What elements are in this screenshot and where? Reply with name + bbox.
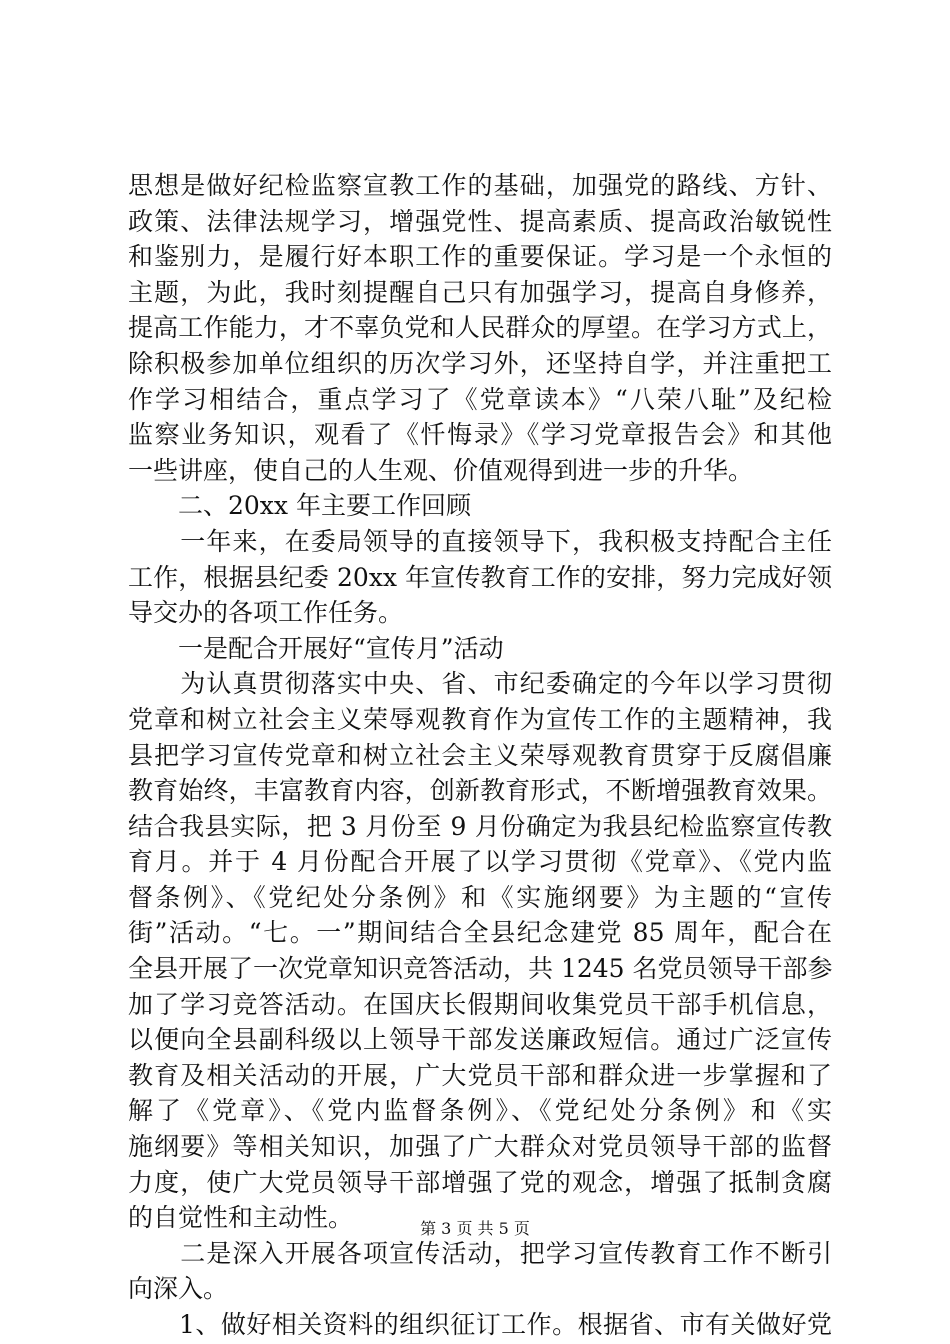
text-line: 政策、法律法规学习，增强党性、提高素质、提高政治敏锐性 bbox=[128, 206, 832, 236]
text-line: 除积极参加单位组织的历次学习外，还坚持自学，并注重把工 bbox=[128, 348, 832, 378]
text-line: 1、做好相关资料的组织征订工作。根据省、市有关做好党 bbox=[128, 1310, 832, 1339]
text-line: 施纲要》等相关知识，加强了广大群众对党员领导干部的监督 bbox=[128, 1132, 832, 1162]
text-line: 全县开展了一次党章知识竞答活动，共 1245 名党员领导干部参 bbox=[128, 954, 833, 984]
text-line: 以便向全县副科级以上领导干部发送廉政短信。通过广泛宣传 bbox=[128, 1025, 832, 1055]
page-number-footer: 第 3 页 共 5 页 bbox=[420, 1219, 530, 1238]
text-line: 主题，为此，我时刻提醒自己只有加强学习，提高自身修养， bbox=[128, 277, 832, 307]
text-line: 监察业务知识，观看了《忏悔录》《学习党章报告会》和其他 bbox=[128, 420, 832, 450]
text-line: 作学习相结合，重点学习了《党章读本》“八荣八耻”及纪检 bbox=[128, 384, 832, 414]
text-line: 街”活动。“七。一”期间结合全县纪念建党 85 周年，配合在 bbox=[128, 918, 832, 948]
text-line: 教育及相关活动的开展，广大党员干部和群众进一步掌握和了 bbox=[128, 1060, 832, 1090]
text-line: 二是深入开展各项宣传活动，把学习宣传教育工作不断引 bbox=[128, 1238, 832, 1268]
text-line: 一年来，在委局领导的直接领导下，我积极支持配合主任 bbox=[128, 526, 832, 556]
text-line: 一些讲座，使自己的人生观、价值观得到进一步的升华。 bbox=[128, 455, 754, 485]
text-line: 提高工作能力，才不辜负党和人民群众的厚望。在学习方式上， bbox=[128, 313, 832, 343]
text-line: 工作，根据县纪委 20xx 年宣传教育工作的安排，努力完成好领 bbox=[128, 562, 832, 592]
text-line: 一是配合开展好“宣传月”活动 bbox=[128, 633, 504, 663]
text-line: 督条例》、《党纪处分条例》和《实施纲要》为主题的“宣传 bbox=[128, 882, 832, 912]
text-line: 育月。并于 4 月份配合开展了以学习贯彻《党章》、《党内监 bbox=[128, 847, 832, 877]
text-line: 的自觉性和主动性。 bbox=[128, 1203, 354, 1233]
text-line: 二、20xx 年主要工作回顾 bbox=[128, 491, 471, 521]
text-line: 思想是做好纪检监察宣教工作的基础，加强党的路线、方针、 bbox=[128, 171, 832, 200]
text-line: 教育始终，丰富教育内容，创新教育形式，不断增强教育效果。 bbox=[128, 776, 832, 806]
document-body bbox=[128, 168, 832, 1343]
text-line: 导交办的各项工作任务。 bbox=[128, 598, 404, 628]
text-line: 结合我县实际，把 3 月份至 9 月份确定为我县纪检监察宣传教 bbox=[128, 811, 832, 841]
text-line: 力度，使广大党员领导干部增强了党的观念，增强了抵制贪腐 bbox=[128, 1167, 832, 1197]
text-line: 为认真贯彻落实中央、省、市纪委确定的今年以学习贯彻 bbox=[128, 669, 832, 699]
text-line: 解了《党章》、《党内监督条例》、《党纪处分条例》和《实 bbox=[128, 1096, 832, 1126]
text-line: 向深入。 bbox=[128, 1274, 229, 1304]
text-line: 县把学习宣传党章和树立社会主义荣辱观教育贯穿于反腐倡廉 bbox=[128, 740, 832, 770]
text-line: 和鉴别力，是履行好本职工作的重要保证。学习是一个永恒的 bbox=[128, 242, 832, 272]
text-line: 加了学习竞答活动。在国庆长假期间收集党员干部手机信息， bbox=[128, 989, 832, 1019]
text-line: 党章和树立社会主义荣辱观教育作为宣传工作的主题精神，我 bbox=[128, 704, 832, 734]
